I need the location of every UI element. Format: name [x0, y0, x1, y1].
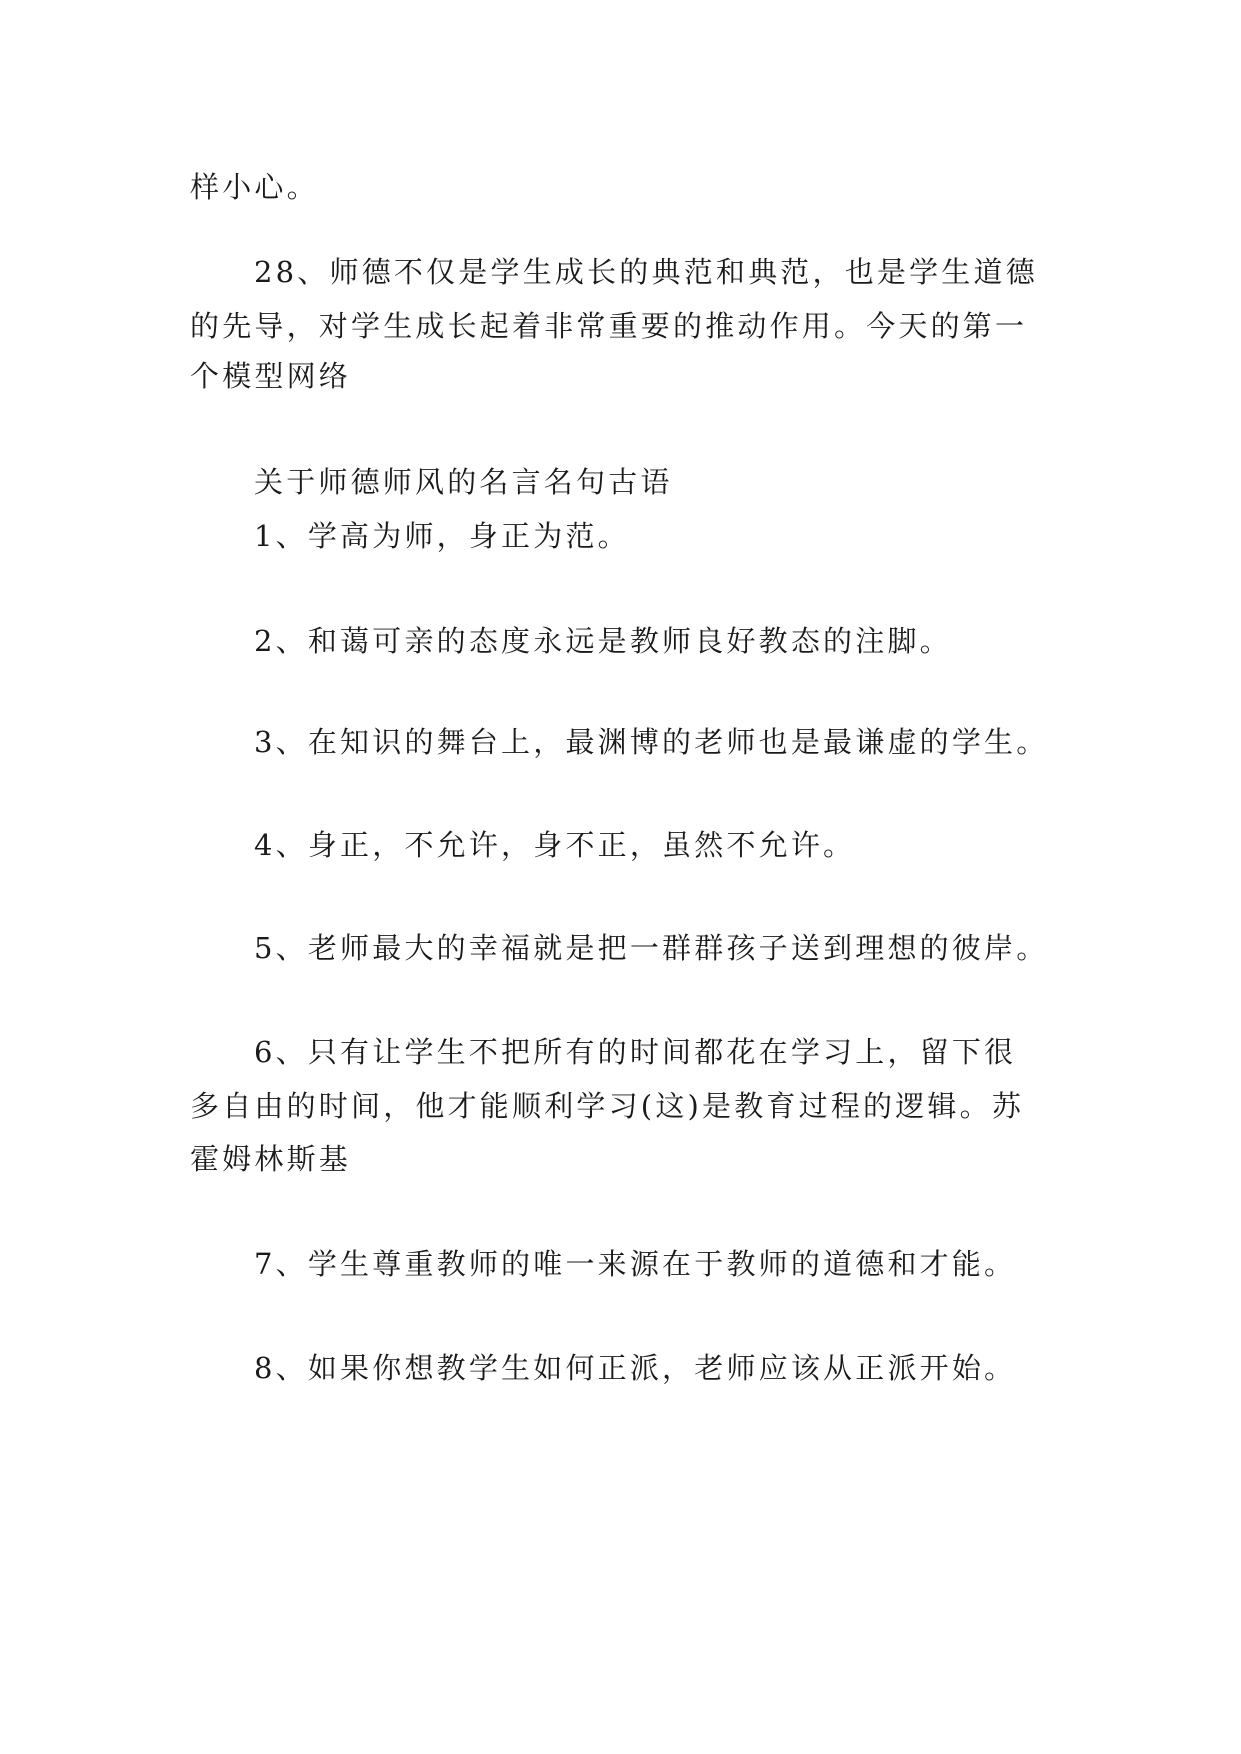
- quote-3: 3、在知识的舞台上，最渊博的老师也是最谦虚的学生。: [254, 725, 1049, 759]
- quote-5: 5、老师最大的幸福就是把一群群孩子送到理想的彼岸。: [254, 931, 1049, 965]
- quote-7: 7、学生尊重教师的唯一来源在于教师的道德和才能。: [254, 1247, 1017, 1281]
- quote-8: 8、如果你想教学生如何正派，老师应该从正派开始。: [254, 1351, 1017, 1385]
- paragraph-28-line-3: 个模型网络: [190, 359, 352, 393]
- quote-4: 4、身正，不允许，身不正，虽然不允许。: [254, 828, 856, 862]
- continuation-line: 样小心。: [190, 170, 319, 204]
- paragraph-28-line-2: 的先导，对学生成长起着非常重要的推动作用。今天的第一: [190, 309, 1028, 343]
- quote-6-line-3: 霍姆林斯基: [190, 1142, 352, 1176]
- quote-6-line-2: 多自由的时间，他才能顺利学习(这)是教育过程的逻辑。苏: [190, 1089, 1025, 1123]
- quote-1: 1、学高为师，身正为范。: [254, 519, 630, 553]
- paragraph-28-line-1: 28、师德不仅是学生成长的典范和典范，也是学生道德: [254, 255, 1038, 289]
- quote-2: 2、和蔼可亲的态度永远是教师良好教态的注脚。: [254, 624, 952, 658]
- quote-6-line-1: 6、只有让学生不把所有的时间都花在学习上，留下很: [254, 1035, 1017, 1069]
- section-heading: 关于师德师风的名言名句古语: [254, 465, 673, 499]
